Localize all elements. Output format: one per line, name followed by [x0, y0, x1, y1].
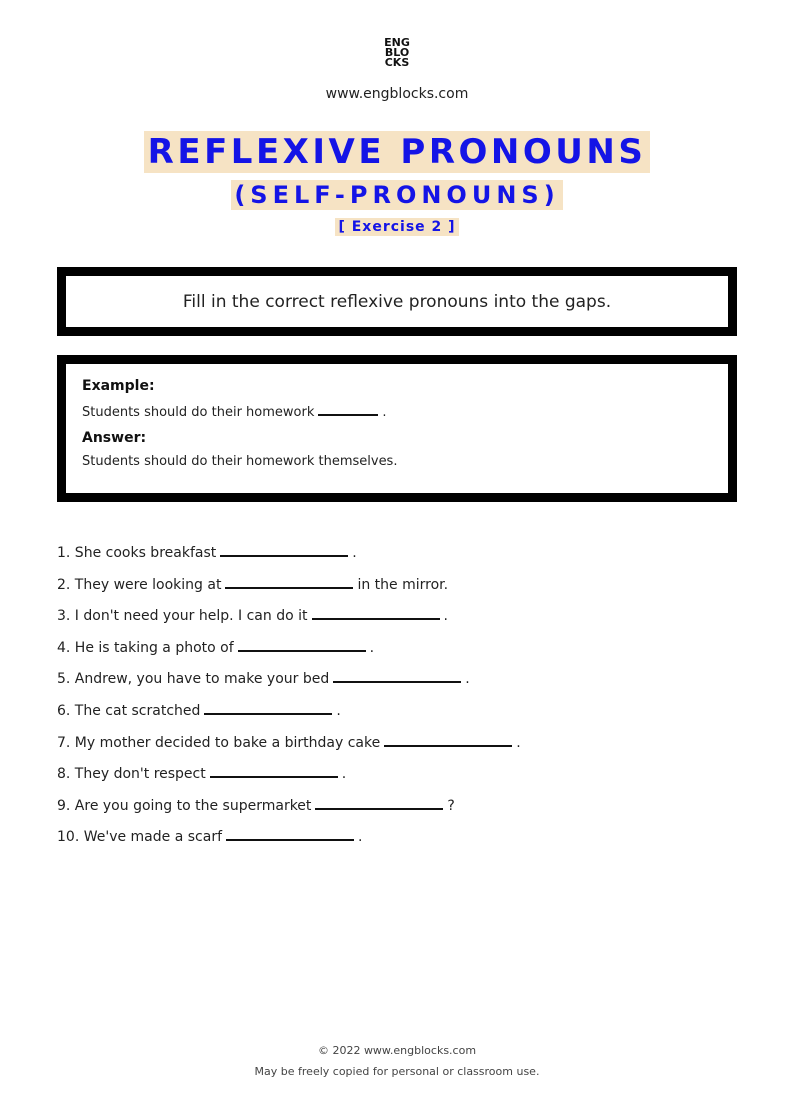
answer-blank[interactable]	[225, 572, 353, 589]
answer-blank[interactable]	[238, 635, 366, 652]
question-item	[57, 666, 737, 698]
site-url[interactable]: www.engblocks.com	[325, 86, 469, 102]
question-text: 10. We've made a scarf	[57, 829, 222, 846]
question-text: 4. He is taking a photo of	[57, 639, 234, 656]
example-box	[57, 355, 737, 502]
question-text: 7. My mother decided to bake a birthday cake	[57, 734, 381, 751]
example-before: Students should do their homework	[82, 405, 315, 420]
question-item	[57, 572, 737, 604]
logo	[0, 38, 794, 68]
footer-copyright: © 2022 www.engblocks.com	[317, 1044, 477, 1057]
question-text: 8. They don't respect	[57, 766, 206, 783]
answer-blank[interactable]	[226, 824, 354, 841]
answer-blank[interactable]	[204, 698, 332, 715]
question-end: .	[443, 608, 448, 625]
title-wrap	[0, 131, 794, 173]
question-text: 9. Are you going to the supermarket	[57, 797, 312, 814]
question-item	[57, 540, 737, 572]
logo-line-3: CKS	[384, 56, 410, 69]
question-end: .	[516, 734, 521, 751]
question-item	[57, 730, 737, 762]
answer-blank[interactable]	[384, 730, 512, 747]
answer-blank[interactable]	[210, 761, 338, 778]
question-text: 6. The cat scratched	[57, 702, 201, 719]
question-end: in the mirror.	[357, 576, 449, 593]
question-item	[57, 793, 737, 825]
logo-line-2: BLO	[384, 46, 410, 59]
exercise-wrap	[0, 216, 794, 236]
answer-sentence: Students should do their homework themselves.	[82, 454, 398, 469]
question-end: .	[336, 702, 341, 719]
example-sentence	[82, 402, 712, 420]
page-title: REFLEXIVE PRONOUNS	[144, 131, 651, 173]
example-heading: Example:	[82, 378, 155, 394]
footer-note: May be freely copied for personal or classroom use.	[254, 1065, 540, 1078]
question-end: .	[358, 829, 363, 846]
question-item	[57, 824, 737, 856]
answer-heading: Answer:	[82, 430, 147, 446]
answer-blank[interactable]	[333, 666, 461, 683]
question-end: .	[352, 545, 357, 561]
answer-blank[interactable]	[312, 603, 440, 620]
question-text: 5. Andrew, you have to make your bed	[57, 671, 330, 688]
logo-line-1: ENG	[384, 36, 410, 49]
question-end: ?	[447, 797, 455, 814]
page-subtitle: (SELF-PRONOUNS)	[231, 180, 562, 210]
example-after: .	[382, 405, 387, 420]
answer-blank[interactable]	[315, 793, 443, 810]
subtitle-wrap	[0, 180, 794, 210]
question-text: 3. I don't need your help. I can do it	[57, 608, 308, 625]
question-item	[57, 635, 737, 667]
question-end: .	[341, 766, 347, 783]
question-item	[57, 603, 737, 635]
instruction-text: Fill in the correct reflexive pronouns into the gaps.	[182, 291, 612, 312]
instruction-box	[57, 267, 737, 336]
answer-blank[interactable]	[220, 540, 348, 557]
question-list	[57, 540, 737, 856]
exercise-label: [ Exercise 2 ]	[335, 218, 458, 236]
example-blank	[318, 402, 378, 416]
question-text: 1. She cooks breakfast	[57, 545, 217, 561]
question-item	[57, 698, 737, 730]
question-item	[57, 761, 737, 793]
question-end: .	[369, 639, 375, 656]
question-text: 2. They were looking at	[57, 576, 222, 593]
question-end: .	[465, 671, 470, 688]
